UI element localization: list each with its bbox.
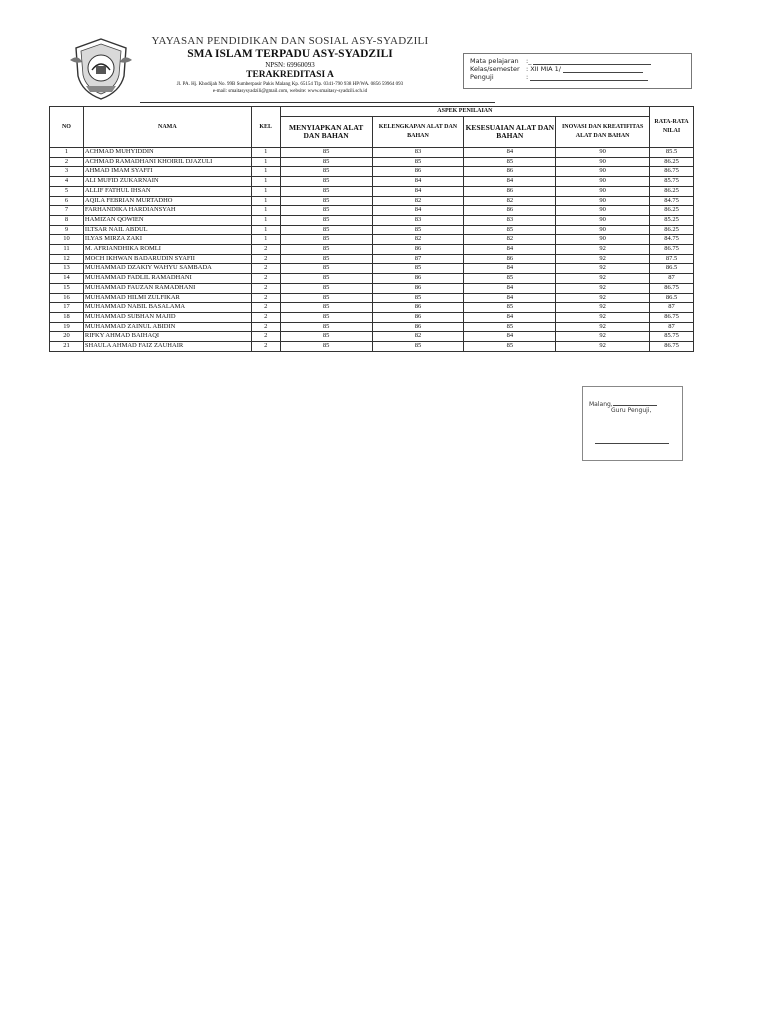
cell-b: 85 [372, 342, 464, 352]
cell-avg: 85.75 [650, 332, 694, 342]
cell-a: 85 [280, 206, 372, 216]
cell-d: 90 [556, 157, 650, 167]
table-row [50, 264, 694, 274]
table-row [50, 148, 694, 158]
cell-c: 85 [464, 303, 556, 313]
cell-a: 85 [280, 148, 372, 158]
cell-b: 86 [372, 274, 464, 284]
cell-name: ACHMAD MUHYIDDIN [83, 148, 251, 158]
cell-a: 85 [280, 254, 372, 264]
cell-a: 85 [280, 225, 372, 235]
table-row [50, 225, 694, 235]
cell-c: 85 [464, 322, 556, 332]
cell-no: 1 [50, 148, 84, 158]
header-average: RATA-RATA NILAI [650, 107, 694, 148]
table-row [50, 274, 694, 284]
cell-a: 85 [280, 157, 372, 167]
signature-city-label: Malang, [589, 401, 613, 408]
cell-kel: 2 [251, 322, 280, 332]
cell-avg: 84.75 [650, 235, 694, 245]
cell-c: 85 [464, 274, 556, 284]
table-row [50, 177, 694, 187]
table-row [50, 312, 694, 322]
cell-a: 85 [280, 186, 372, 196]
score-table [49, 106, 694, 352]
cell-b: 85 [372, 225, 464, 235]
cell-d: 92 [556, 322, 650, 332]
cell-no: 2 [50, 157, 84, 167]
header-suitability: KESESUAIAN ALAT DAN BAHAN [464, 117, 556, 148]
table-row [50, 206, 694, 216]
cell-no: 7 [50, 206, 84, 216]
cell-a: 85 [280, 274, 372, 284]
cell-name: MUHAMMAD FAUZAN RAMADHANI [83, 283, 251, 293]
cell-name: M. AFRIANDHIKA ROMLI [83, 245, 251, 255]
cell-name: RIFKY AHMAD BAIHAQI [83, 332, 251, 342]
cell-c: 82 [464, 235, 556, 245]
cell-b: 84 [372, 177, 464, 187]
cell-no: 11 [50, 245, 84, 255]
cell-no: 8 [50, 215, 84, 225]
cell-a: 85 [280, 235, 372, 245]
school-contact: e-mail: smaitasysyadzili@gmail.com, website: www.smaitasy-syadzili.sch.id [212, 89, 368, 94]
cell-avg: 86.5 [650, 293, 694, 303]
cell-name: ILYAS MIRZA ZAKI [83, 235, 251, 245]
table-row [50, 167, 694, 177]
cell-d: 90 [556, 206, 650, 216]
foundation-name: YAYASAN PENDIDIKAN DAN SOSIAL ASY-SYADZILI [151, 35, 429, 47]
signature-box [582, 386, 683, 461]
cell-avg: 86.25 [650, 157, 694, 167]
examiner-label: Penguji [470, 73, 494, 81]
cell-a: 85 [280, 293, 372, 303]
cell-c: 84 [464, 245, 556, 255]
cell-kel: 2 [251, 274, 280, 284]
table-row [50, 186, 694, 196]
signature-line [595, 443, 669, 444]
table-row [50, 293, 694, 303]
cell-d: 90 [556, 235, 650, 245]
cell-b: 86 [372, 322, 464, 332]
cell-no: 4 [50, 177, 84, 187]
cell-kel: 2 [251, 254, 280, 264]
cell-d: 90 [556, 186, 650, 196]
cell-name: MUHAMMAD FADLIL RAMADHANI [83, 274, 251, 284]
table-row [50, 342, 694, 352]
cell-avg: 86.25 [650, 206, 694, 216]
class-value: : XII MIA 1/ [526, 65, 561, 73]
cell-d: 92 [556, 245, 650, 255]
cell-c: 86 [464, 206, 556, 216]
cell-a: 85 [280, 342, 372, 352]
cell-b: 82 [372, 196, 464, 206]
cell-d: 92 [556, 264, 650, 274]
table-row [50, 332, 694, 342]
cell-d: 92 [556, 312, 650, 322]
cell-c: 84 [464, 283, 556, 293]
school-name: SMA ISLAM TERPADU ASY-SYADZILI [187, 48, 393, 60]
school-logo-icon [66, 36, 136, 102]
cell-avg: 87 [650, 274, 694, 284]
cell-c: 86 [464, 167, 556, 177]
signature-date-line [613, 399, 657, 406]
cell-name: SHAULA AHMAD FAIZ ZAUHAIR [83, 342, 251, 352]
cell-name: AQILA FEBRIAN MURTADHO [83, 196, 251, 206]
cell-name: MUHAMMAD HILMI ZULFIKAR [83, 293, 251, 303]
cell-kel: 2 [251, 283, 280, 293]
header-name: NAMA [83, 107, 251, 148]
cell-name: MOCH IKHWAN BADARUDIN SYAFII [83, 254, 251, 264]
score-table-body [50, 148, 694, 352]
cell-kel: 1 [251, 148, 280, 158]
header-completeness: KELENGKAPAN ALAT DAN BAHAN [372, 117, 464, 148]
cell-a: 85 [280, 177, 372, 187]
cell-d: 90 [556, 196, 650, 206]
cell-c: 82 [464, 196, 556, 206]
cell-b: 83 [372, 148, 464, 158]
cell-d: 92 [556, 303, 650, 313]
cell-b: 82 [372, 332, 464, 342]
cell-kel: 2 [251, 303, 280, 313]
cell-kel: 1 [251, 215, 280, 225]
cell-c: 84 [464, 264, 556, 274]
cell-d: 92 [556, 332, 650, 342]
cell-avg: 85.75 [650, 177, 694, 187]
cell-name: MUHAMMAD ZAINUL ABIDIN [83, 322, 251, 332]
cell-d: 90 [556, 167, 650, 177]
cell-a: 85 [280, 322, 372, 332]
cell-a: 85 [280, 312, 372, 322]
cell-b: 85 [372, 157, 464, 167]
cell-kel: 1 [251, 235, 280, 245]
cell-c: 85 [464, 225, 556, 235]
cell-kel: 2 [251, 342, 280, 352]
subject-blank-line [533, 57, 651, 65]
cell-c: 84 [464, 332, 556, 342]
letterhead-divider [140, 102, 495, 103]
cell-d: 92 [556, 342, 650, 352]
cell-no: 6 [50, 196, 84, 206]
cell-c: 84 [464, 148, 556, 158]
subject-label: Mata pelajaran [470, 57, 519, 65]
cell-d: 92 [556, 274, 650, 284]
cell-a: 85 [280, 283, 372, 293]
cell-a: 85 [280, 303, 372, 313]
cell-b: 86 [372, 283, 464, 293]
cell-no: 16 [50, 293, 84, 303]
cell-avg: 86.75 [650, 283, 694, 293]
class-row [470, 65, 685, 73]
cell-avg: 87 [650, 303, 694, 313]
cell-avg: 87.5 [650, 254, 694, 264]
table-row [50, 196, 694, 206]
header-aspect: ASPEK PENILAIAN [280, 107, 649, 117]
cell-name: MUHAMMAD DZAKIY WAHYU SAMBADA [83, 264, 251, 274]
cell-a: 85 [280, 167, 372, 177]
cell-kel: 1 [251, 225, 280, 235]
header-prepare: MENYIAPKAN ALAT DAN BAHAN [280, 117, 372, 148]
table-row [50, 245, 694, 255]
cell-kel: 1 [251, 177, 280, 187]
cell-kel: 1 [251, 157, 280, 167]
class-label: Kelas/semester [470, 65, 520, 73]
cell-name: ALI MUFID ZUKARNAIN [83, 177, 251, 187]
cell-b: 82 [372, 235, 464, 245]
cell-no: 19 [50, 322, 84, 332]
cell-d: 90 [556, 215, 650, 225]
cell-a: 85 [280, 215, 372, 225]
cell-no: 12 [50, 254, 84, 264]
letterhead [60, 34, 440, 106]
cell-d: 92 [556, 254, 650, 264]
cell-b: 86 [372, 303, 464, 313]
cell-kel: 2 [251, 264, 280, 274]
cell-c: 84 [464, 293, 556, 303]
school-npsn: NPSN: 69960093 [265, 61, 315, 69]
signature-role: Guru Penguji, [611, 407, 652, 414]
cell-kel: 1 [251, 196, 280, 206]
cell-avg: 86.5 [650, 264, 694, 274]
cell-avg: 87 [650, 322, 694, 332]
cell-name: ILTSAR NAIL ABDUL [83, 225, 251, 235]
cell-no: 3 [50, 167, 84, 177]
examiner-value: : [526, 73, 529, 81]
cell-no: 10 [50, 235, 84, 245]
school-address: Jl. PA. Hj. Khodijah No. 99B Sumberpasir Pakis Malang Kp. 65154 Tlp. 0341-790 938 HP/WA. 0856 59964 093 [176, 82, 404, 87]
cell-no: 13 [50, 264, 84, 274]
cell-c: 86 [464, 186, 556, 196]
cell-c: 84 [464, 177, 556, 187]
cell-c: 85 [464, 342, 556, 352]
cell-c: 86 [464, 254, 556, 264]
table-row [50, 254, 694, 264]
cell-no: 15 [50, 283, 84, 293]
cell-avg: 84.75 [650, 196, 694, 206]
cell-b: 86 [372, 167, 464, 177]
cell-no: 18 [50, 312, 84, 322]
subject-value: :_ [526, 57, 532, 65]
cell-b: 83 [372, 215, 464, 225]
cell-name: ACHMAD RAMADHANI KHOIRIL DJAZULI [83, 157, 251, 167]
table-row [50, 283, 694, 293]
accreditation: TERAKREDITASI A [246, 70, 334, 80]
cell-kel: 2 [251, 312, 280, 322]
cell-b: 86 [372, 312, 464, 322]
cell-name: HAMIZAN QOWIEN [83, 215, 251, 225]
table-row [50, 303, 694, 313]
cell-avg: 86.75 [650, 342, 694, 352]
subject-row [470, 57, 685, 65]
cell-b: 87 [372, 254, 464, 264]
cell-avg: 85.25 [650, 215, 694, 225]
cell-c: 85 [464, 157, 556, 167]
cell-name: FARHANDIKA HARDIANSYAH [83, 206, 251, 216]
cell-name: MUHAMMAD NABIL BASALAMA [83, 303, 251, 313]
cell-b: 85 [372, 293, 464, 303]
cell-avg: 86.75 [650, 245, 694, 255]
cell-d: 92 [556, 283, 650, 293]
header-no: NO [50, 107, 84, 148]
cell-no: 21 [50, 342, 84, 352]
cell-d: 90 [556, 225, 650, 235]
cell-no: 5 [50, 186, 84, 196]
assessment-info-box [463, 53, 692, 89]
cell-name: MUHAMMAD SUBHAN MAJID [83, 312, 251, 322]
cell-avg: 86.75 [650, 167, 694, 177]
cell-kel: 2 [251, 245, 280, 255]
cell-avg: 86.75 [650, 312, 694, 322]
cell-kel: 1 [251, 186, 280, 196]
cell-d: 90 [556, 177, 650, 187]
table-row [50, 322, 694, 332]
cell-a: 85 [280, 332, 372, 342]
cell-no: 20 [50, 332, 84, 342]
cell-b: 86 [372, 245, 464, 255]
cell-b: 84 [372, 186, 464, 196]
cell-kel: 2 [251, 293, 280, 303]
cell-name: AHMAD IMAM SYAFI'I [83, 167, 251, 177]
cell-name: ALLIF FATHUL IHSAN [83, 186, 251, 196]
cell-c: 83 [464, 215, 556, 225]
cell-a: 85 [280, 264, 372, 274]
cell-no: 17 [50, 303, 84, 313]
cell-avg: 86.25 [650, 186, 694, 196]
cell-d: 92 [556, 293, 650, 303]
cell-a: 85 [280, 196, 372, 206]
table-row [50, 215, 694, 225]
table-row [50, 235, 694, 245]
header-innovation: INOVASI DAN KREATIFITAS ALAT DAN BAHAN [556, 117, 650, 148]
cell-avg: 85.5 [650, 148, 694, 158]
cell-kel: 1 [251, 167, 280, 177]
class-blank-line [563, 65, 643, 73]
examiner-blank-line [530, 73, 648, 81]
cell-b: 84 [372, 206, 464, 216]
cell-kel: 2 [251, 332, 280, 342]
cell-avg: 86.25 [650, 225, 694, 235]
cell-no: 9 [50, 225, 84, 235]
cell-b: 85 [372, 264, 464, 274]
cell-no: 14 [50, 274, 84, 284]
cell-d: 90 [556, 148, 650, 158]
header-group: KEL [251, 107, 280, 148]
examiner-row [470, 73, 685, 81]
cell-c: 84 [464, 312, 556, 322]
cell-kel: 1 [251, 206, 280, 216]
cell-a: 85 [280, 245, 372, 255]
table-row [50, 157, 694, 167]
